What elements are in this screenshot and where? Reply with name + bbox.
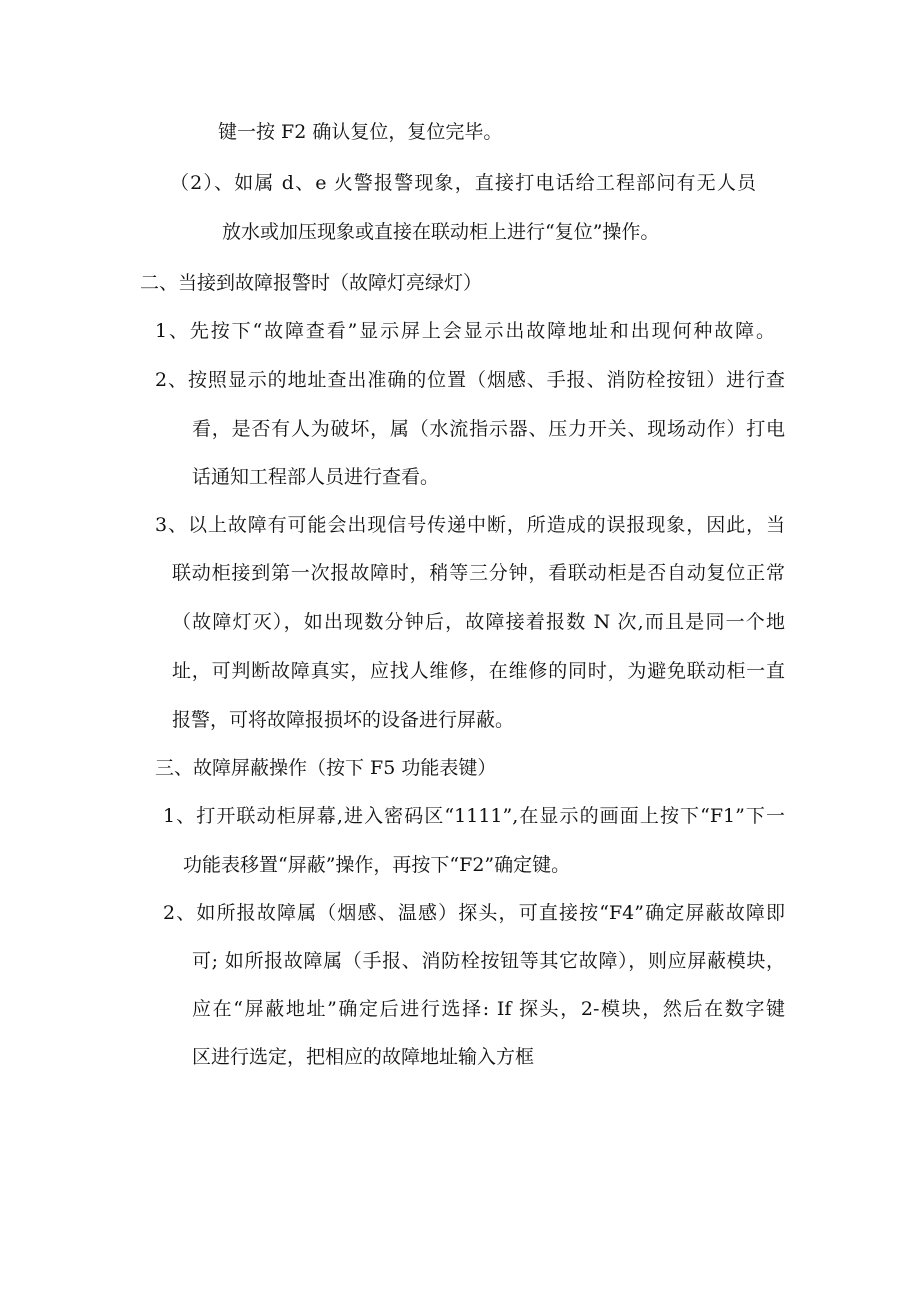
paragraph-line-15: 1、打开联动柜屏幕,进入密码区“1111”,在显示的画面上按下“F1”下一: [163, 805, 785, 827]
paragraph-line-16: 功能表移置“屏蔽”操作，再按下“F2”确定键。: [183, 854, 571, 876]
paragraph-line-13: 报警，可将故障报损坏的设备进行屏蔽。: [172, 709, 515, 731]
paragraph-line-18: 可; 如所报故障属（手报、消防栓按钮等其它故障），则应屏蔽模块，: [192, 950, 785, 972]
paragraph-line-12: 址，可判断故障真实，应找人维修，在维修的同时，为避免联动柜一直: [172, 660, 785, 682]
paragraph-line-8: 话通知工程部人员进行查看。: [192, 466, 440, 488]
paragraph-line-20: 区进行选定，把相应的故障地址输入方框: [192, 1046, 535, 1068]
paragraph-line-10: 联动柜接到第一次报故障时，稍等三分钟，看联动柜是否自动复位正常: [172, 562, 785, 584]
paragraph-line-5: 1、先按下“故障查看”显示屏上会显示出故障地址和出现何种故障。: [155, 320, 775, 342]
paragraph-line-1: 键一按 F2 确认复位，复位完毕。: [218, 121, 503, 143]
paragraph-line-17: 2、如所报故障属（烟感、温感）探头，可直接按“F4”确定屏蔽故障即: [163, 902, 785, 924]
paragraph-line-7: 看，是否有人为破坏，属（水流指示器、压力开关、现场动作）打电: [192, 418, 785, 440]
paragraph-line-3: 放水或加压现象或直接在联动柜上进行“复位”操作。: [222, 221, 660, 243]
paragraph-line-9: 3、以上故障有可能会出现信号传递中断，所造成的误报现象，因此，当: [155, 514, 785, 536]
paragraph-line-6: 2、按照显示的地址查出准确的位置（烟感、手报、消防栓按钮）进行查: [155, 369, 785, 391]
section-heading-3: 三、故障屏蔽操作（按下 F5 功能表键）: [155, 757, 497, 779]
section-heading-2: 二、当接到故障报警时（故障灯亮绿灯）: [140, 272, 483, 294]
paragraph-line-19: 应在“屏蔽地址”确定后进行选择: If 探头，2-模块，然后在数字键: [192, 998, 785, 1020]
paragraph-line-2: （2）、如属 d、e 火警报警现象，直接打电话给工程部问有无人员: [170, 172, 756, 194]
paragraph-line-11: （故障灯灭），如出现数分钟后，故障接着报数 N 次,而且是同一个地: [172, 611, 785, 633]
